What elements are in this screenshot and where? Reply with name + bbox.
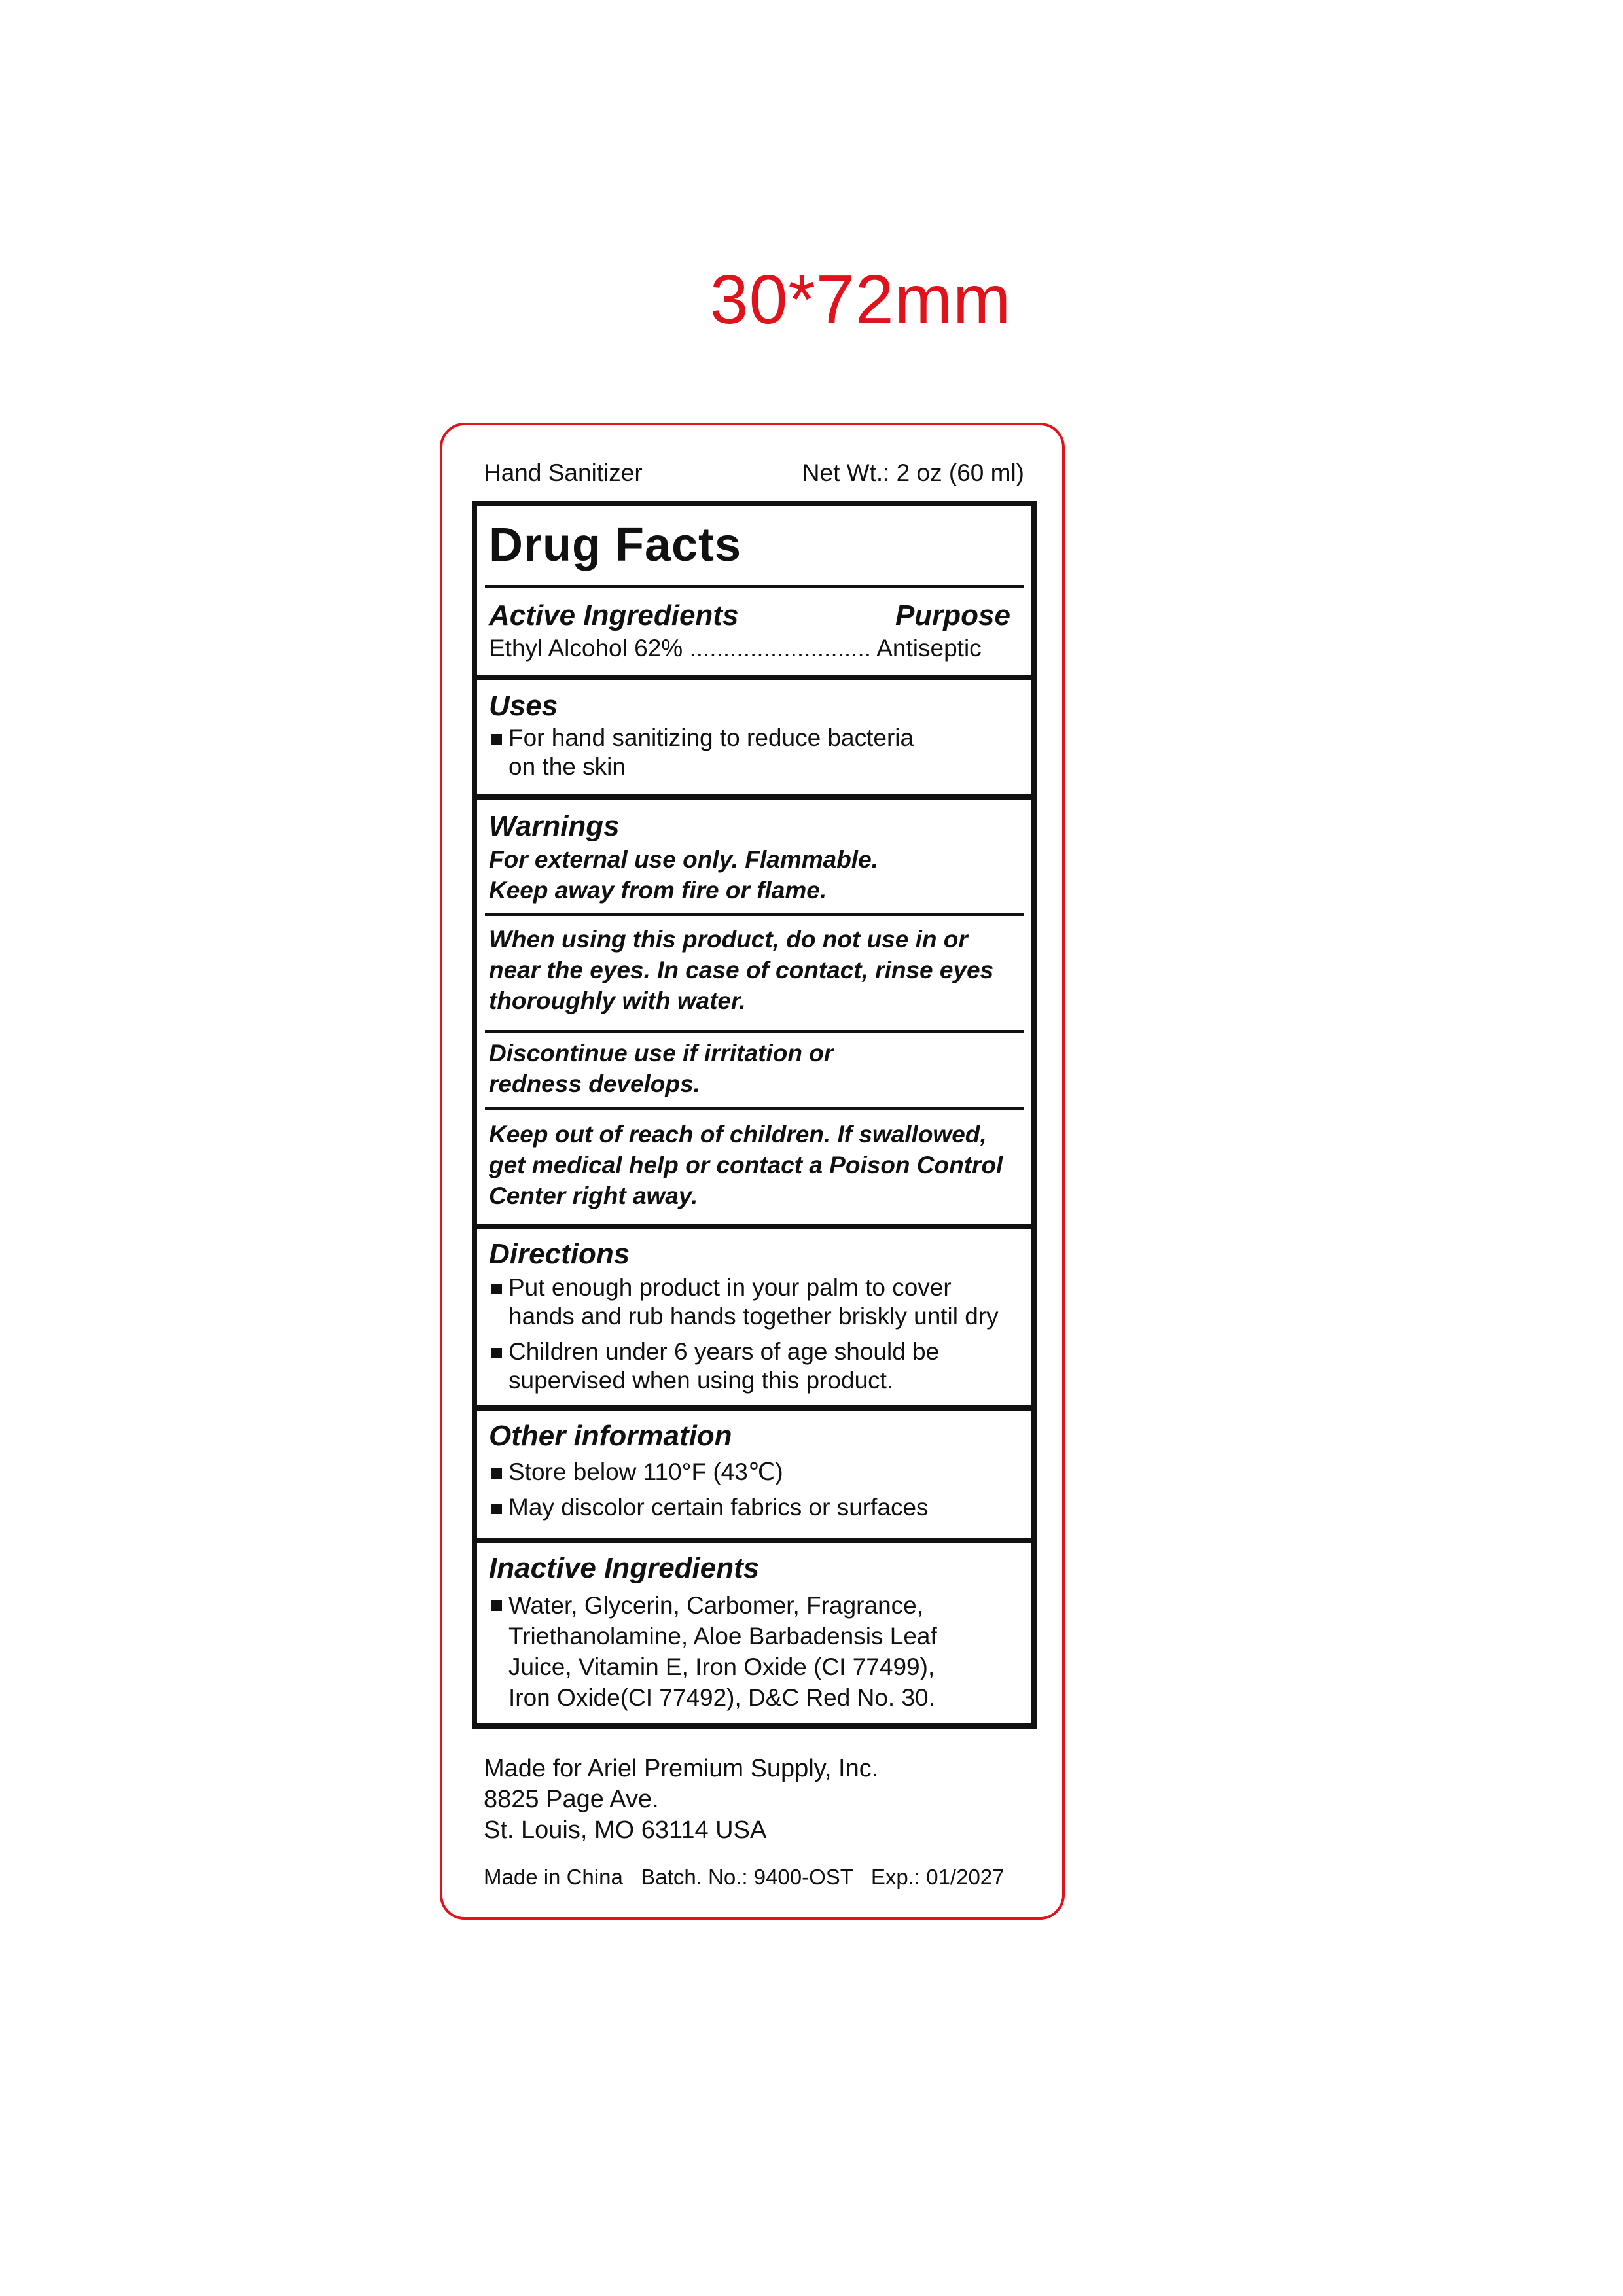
other-information-heading: Other information: [489, 1420, 732, 1452]
product-label: [440, 423, 1065, 1920]
warning-paragraph: Keep out of reach of children. If swallowed, get medical help or contact a Poison Control Center right away.: [489, 1121, 1003, 1209]
bullet-square-icon: [491, 1348, 502, 1358]
bullet-square-icon: [491, 1600, 502, 1611]
dimension-label: 30*72mm: [709, 261, 1012, 338]
bullet-square-icon: [491, 1284, 502, 1294]
purpose-heading: Purpose: [895, 599, 1010, 631]
bullet-square-icon: [491, 1468, 502, 1479]
section-divider: [477, 1405, 1031, 1411]
warning-paragraph: When using this product, do not use in or near the eyes. In case of contact, rinse eyes thoroughly with water.: [489, 926, 994, 1014]
drug-facts-panel: [472, 501, 1037, 1729]
address-line: 8825 Page Ave.: [484, 1786, 659, 1813]
bullet-square-icon: [491, 1504, 502, 1514]
product-name: Hand Sanitizer: [484, 459, 643, 486]
directions-heading: Directions: [489, 1238, 630, 1270]
divider: [485, 1107, 1024, 1110]
section-divider: [477, 675, 1031, 680]
other-information-item: Store below 110°F (43℃): [491, 1458, 783, 1487]
inactive-ingredients-heading: Inactive Ingredients: [489, 1552, 760, 1584]
divider: [485, 585, 1024, 588]
divider: [485, 913, 1024, 916]
net-weight: Net Wt.: 2 oz (60 ml): [802, 459, 1024, 486]
inactive-ingredients-item: Water, Glycerin, Carbomer, Fragrance, Triethanolamine, Aloe Barbadensis Leaf Juice, Vitamin E, Iron Oxide (CI 77499), Iron Oxide(CI 77492), D&C Red No. 30.: [491, 1590, 937, 1713]
city-line: St. Louis, MO 63114 USA: [484, 1816, 767, 1844]
active-ingredients-heading: Active Ingredients: [489, 599, 739, 631]
manufacturer-info: [484, 1754, 878, 1846]
warning-paragraph: For external use only. Flammable. Keep away from fire or flame.: [489, 846, 878, 904]
active-ingredient-line: Ethyl Alcohol 62% ........................... Antiseptic: [489, 635, 982, 662]
uses-item: For hand sanitizing to reduce bacteria on the skin: [491, 724, 914, 781]
label-header: [484, 459, 1024, 487]
warnings-heading: Warnings: [489, 810, 620, 842]
uses-heading: Uses: [489, 690, 558, 722]
other-information-item: May discolor certain fabrics or surfaces: [491, 1493, 929, 1522]
section-divider: [477, 1224, 1031, 1229]
section-divider: [477, 794, 1031, 800]
drug-facts-title: Drug Facts: [489, 519, 742, 571]
origin-batch-expiry: Made in China Batch. No.: 9400-OST Exp.: 01/2027: [484, 1865, 1005, 1889]
directions-item: Put enough product in your palm to cover hands and rub hands together briskly until dry: [491, 1273, 999, 1331]
warning-paragraph: Discontinue use if irritation or redness develops.: [489, 1040, 834, 1097]
bullet-square-icon: [491, 734, 502, 745]
made-for-line: Made for Ariel Premium Supply, Inc.: [484, 1755, 879, 1782]
section-divider: [477, 1538, 1031, 1543]
directions-item: Children under 6 years of age should be supervised when using this product.: [491, 1337, 939, 1395]
divider: [485, 1030, 1024, 1033]
